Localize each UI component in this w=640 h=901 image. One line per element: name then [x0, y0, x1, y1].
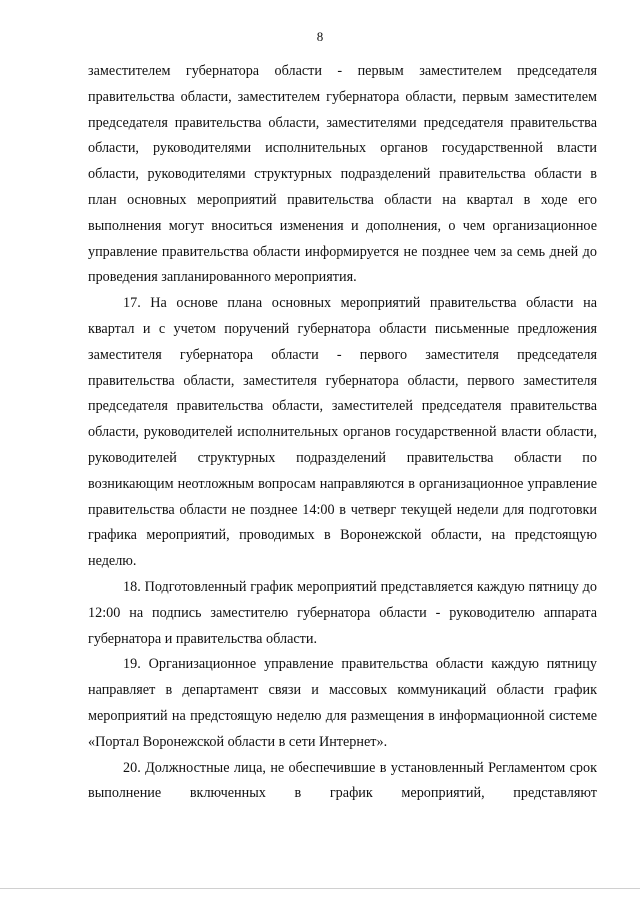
document-body [88, 59, 597, 807]
paragraph-20: 20. Должностные лица, не обеспечившие в установленный Регламентом срок выполнение включенных в график мероприятий, представляют [88, 759, 597, 802]
paragraph-17: 17. На основе плана основных мероприятий правительства области на квартал и с учетом поручений губернатора области письменные предложения заместителя губернатора области - первого заместителя председателя правительства области, заместителя губернатора области, первого заместителя председателя правительства области, заместителей председателя правительства области, руководителей исполнительных органов государственной власти области, руководителей структурных подразделений правительства области по возникающим неотложным вопросам направляются в организационное управление правительства области не позднее 14:00 в четверг текущей недели для подготовки графика мероприятий, проводимых в Воронежской области, на предстоящую неделю. [88, 295, 597, 570]
paragraph-continuation: заместителем губернатора области - первым заместителем председателя правительства области, заместителем губернатора области, первым заместителем председателя правительства области, заместителями председателя правительства области, руководителями исполнительных органов государственной власти области, руководителями структурных подразделений правительства области в план основных мероприятий правительства области на квартал в ходе его выполнения могут вноситься изменения и дополнения, о чем организационное управление правительства области информируется не позднее чем за семь дней до проведения запланированного мероприятия. [88, 63, 597, 286]
paragraph-19: 19. Организационное управление правительства области каждую пятницу направляет в департамент связи и массовых коммуникаций области график мероприятий на предстоящую неделю для размещения в информационной системе «Портал Воронежской области в сети Интернет». [88, 656, 597, 750]
page-bottom-edge [0, 888, 640, 889]
paragraph-18: 18. Подготовленный график мероприятий представляется каждую пятницу до 12:00 на подпись заместителю губернатора области - руководителю аппарата губернатора и правительства области. [88, 578, 597, 647]
page-number: 8 [316, 29, 324, 44]
